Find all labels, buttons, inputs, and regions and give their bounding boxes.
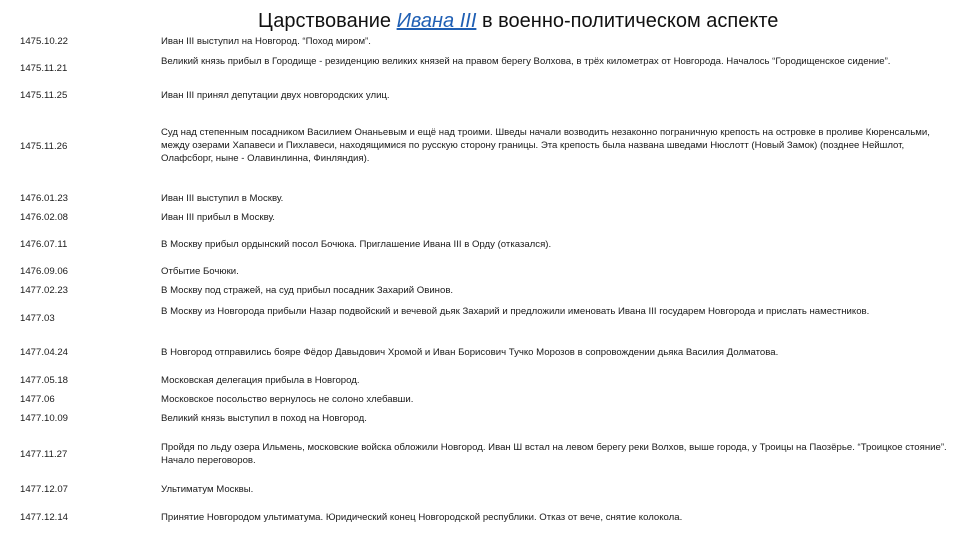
row-date: 1477.12.14 [20, 512, 69, 523]
row-text: Великий князь прибыл в Городище - резиденцию великих князей на правом берегу Волхова, в трёх километрах от Новгорода. Началось “Городищенское сидение”. [161, 56, 891, 67]
table-row [0, 511, 960, 524]
row-text: Отбытие Бочюки. [161, 266, 239, 277]
row-text: Иван III принял депутации двух новгородских улиц. [161, 90, 390, 101]
row-date: 1477.12.07 [20, 484, 69, 495]
table-row [0, 284, 960, 297]
page-title [258, 8, 778, 34]
table-row [0, 211, 960, 224]
table-row [0, 346, 960, 359]
row-date: 1477.03 [20, 313, 55, 324]
row-date: 1475.11.26 [20, 141, 68, 152]
row-date: 1477.05.18 [20, 375, 69, 386]
row-text: Московская делегация прибыла в Новгород. [161, 375, 360, 386]
table-row [0, 265, 960, 278]
title-suffix: в военно-политическом аспекте [476, 10, 779, 32]
row-text: Принятие Новгородом ультиматума. Юридический конец Новгородской республики. Отказ от вече, снятие колокола. [161, 512, 683, 523]
table-row [0, 305, 960, 331]
row-text: В Новгород отправились бояре Фёдор Давыдович Хромой и Иван Борисович Тучко Морозов в сопровождении дьяка Василия Долматова. [161, 347, 779, 358]
row-text: В Москву прибыл ордынский посол Бочюка. Приглашение Ивана III в Орду (отказался). [161, 239, 552, 250]
row-text: Иван III выступил в Москву. [161, 193, 284, 204]
table-row [0, 55, 960, 81]
row-date: 1477.02.23 [20, 285, 69, 296]
table-row [0, 441, 960, 467]
row-date: 1477.06 [20, 394, 55, 405]
row-text: Иван III выступил на Новгород. “Поход миром”. [161, 36, 371, 47]
row-text: Суд над степенным посадником Василием Онаньевым и ещё над троими. Шведы начали возводить незаконно пограничную крепость на островке в проливе Кюренсальми, между озерами Хапавеси и Пихлавеси, находящимися по русскую сторону границы. Эта крепость была названа шведами Нюслотт (Новый Замок) (позднее Нейшлот, Олафсборг, ныне - Олавинлинна, Финляндия). [161, 127, 930, 164]
row-date: 1475.10.22 [20, 36, 69, 47]
row-text: Иван III прибыл в Москву. [161, 212, 275, 223]
row-text: Великий князь выступил в поход на Новгород. [161, 413, 367, 424]
table-row [0, 483, 960, 496]
table-row [0, 374, 960, 387]
table-row [0, 412, 960, 425]
row-text: В Москву из Новгорода прибыли Назар подвойский и вечевой дьяк Захарий и предложили именовать Ивана III государем Новгорода и прислать наместников. [161, 306, 870, 317]
row-text: Пройдя по льду озера Ильмень, московские войска обложили Новгород. Иван Ш встал на левом берегу реки Волхов, выше города, у Троицы на Паозёрье. “Троицкое стояние”. Начало переговоров. [161, 442, 947, 466]
row-date: 1475.11.25 [20, 90, 68, 101]
table-row [0, 35, 960, 48]
row-text: Московское посольство вернулось не солоно хлебавши. [161, 394, 414, 405]
title-link[interactable]: Ивана III [396, 10, 477, 32]
row-date: 1475.11.21 [20, 63, 68, 74]
row-date: 1477.11.27 [20, 449, 68, 460]
row-date: 1477.04.24 [20, 347, 69, 358]
title-prefix: Царствование [258, 10, 397, 32]
table-row [0, 238, 960, 251]
table-row [0, 192, 960, 205]
row-date: 1476.02.08 [20, 212, 69, 223]
row-date: 1476.09.06 [20, 266, 69, 277]
row-date: 1476.01.23 [20, 193, 69, 204]
table-row [0, 89, 960, 102]
row-date: 1476.07.11 [20, 239, 68, 250]
table-row [0, 126, 960, 166]
row-text: В Москву под стражей, на суд прибыл посадник Захарий Овинов. [161, 285, 454, 296]
row-date: 1477.10.09 [20, 413, 69, 424]
table-row [0, 393, 960, 406]
row-text: Ультиматум Москвы. [161, 484, 254, 495]
